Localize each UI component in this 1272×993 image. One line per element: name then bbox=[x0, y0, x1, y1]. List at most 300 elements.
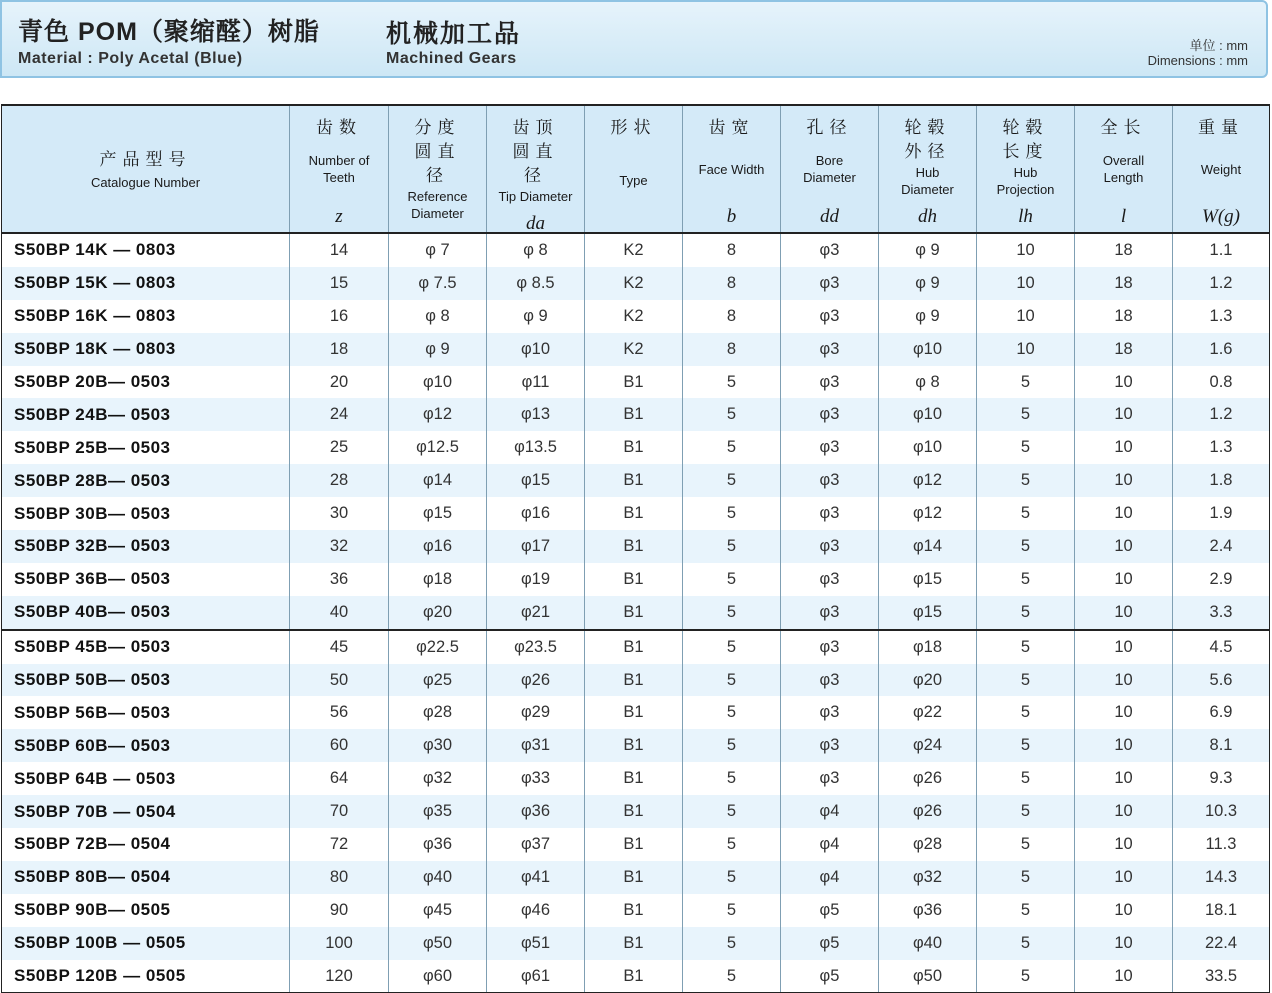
gear-spec-table bbox=[1, 104, 1270, 993]
table-cell: φ3 bbox=[781, 664, 879, 697]
table-cell: φ13.5 bbox=[487, 431, 585, 464]
table-row bbox=[2, 267, 1270, 300]
table-cell: 8 bbox=[683, 267, 781, 300]
table-cell: φ35 bbox=[389, 795, 487, 828]
table-cell: 5 bbox=[977, 729, 1075, 762]
table-cell: B1 bbox=[585, 497, 683, 530]
table-cell: 3.3 bbox=[1173, 596, 1270, 630]
table-cell: φ14 bbox=[389, 464, 487, 497]
table-cell: φ61 bbox=[487, 960, 585, 993]
table-cell: φ5 bbox=[781, 960, 879, 993]
catalogue-number-cell: S50BP 30B— 0503 bbox=[2, 497, 290, 530]
table-row bbox=[2, 233, 1270, 267]
table-cell: φ51 bbox=[487, 927, 585, 960]
table-cell: 18.1 bbox=[1173, 894, 1270, 927]
column-header-cn: 产品型号 bbox=[99, 149, 192, 169]
column-header-cn: 轮毂外径 bbox=[904, 118, 951, 161]
table-cell: φ4 bbox=[781, 795, 879, 828]
table-row bbox=[2, 795, 1270, 828]
table-cell: φ40 bbox=[389, 861, 487, 894]
catalogue-number-cell: S50BP 20B— 0503 bbox=[2, 366, 290, 399]
table-cell: φ5 bbox=[781, 927, 879, 960]
table-cell: 18 bbox=[1075, 267, 1173, 300]
catalogue-number-cell: S50BP 40B— 0503 bbox=[2, 596, 290, 630]
table-cell: 10 bbox=[1075, 630, 1173, 664]
table-cell: 5 bbox=[683, 366, 781, 399]
table-cell: 5 bbox=[977, 894, 1075, 927]
column-header bbox=[2, 105, 290, 233]
subtitle-en: Machined Gears bbox=[386, 50, 517, 67]
table-cell: φ5 bbox=[781, 894, 879, 927]
table-cell: B1 bbox=[585, 530, 683, 563]
column-header-symbol: z bbox=[335, 206, 343, 227]
table-cell: 1.2 bbox=[1173, 267, 1270, 300]
table-cell: 10 bbox=[1075, 431, 1173, 464]
table-cell: φ 9 bbox=[389, 333, 487, 366]
table-cell: 10 bbox=[1075, 464, 1173, 497]
table-cell: B1 bbox=[585, 762, 683, 795]
table-cell: 10 bbox=[1075, 861, 1173, 894]
table-cell: 28 bbox=[290, 464, 389, 497]
table-cell: 5 bbox=[683, 664, 781, 697]
table-cell: B1 bbox=[585, 563, 683, 596]
table-cell: 18 bbox=[1075, 233, 1173, 267]
column-header-en: Hub Projection bbox=[996, 165, 1055, 197]
table-cell: 8 bbox=[683, 333, 781, 366]
table-row bbox=[2, 664, 1270, 697]
table-cell: 10 bbox=[977, 233, 1075, 267]
table-cell: φ3 bbox=[781, 300, 879, 333]
column-header-en: Overall Length bbox=[1102, 153, 1145, 185]
unit-cn: 单位 : mm bbox=[1189, 38, 1248, 53]
table-cell: φ3 bbox=[781, 696, 879, 729]
table-cell: 18 bbox=[290, 333, 389, 366]
table-cell: 5 bbox=[683, 464, 781, 497]
column-header-cn: 齿顶圆直径 bbox=[512, 118, 559, 185]
table-cell: φ24 bbox=[879, 729, 977, 762]
table-cell: B1 bbox=[585, 828, 683, 861]
column-header-cn: 形状 bbox=[610, 118, 657, 137]
column-header bbox=[389, 105, 487, 233]
column-header bbox=[683, 105, 781, 233]
table-cell: 5 bbox=[977, 398, 1075, 431]
table-cell: φ41 bbox=[487, 861, 585, 894]
table-cell: 5 bbox=[683, 861, 781, 894]
catalogue-number-cell: S50BP 36B— 0503 bbox=[2, 563, 290, 596]
table-cell: φ 9 bbox=[879, 300, 977, 333]
table-cell: B1 bbox=[585, 894, 683, 927]
table-cell: 5 bbox=[683, 530, 781, 563]
catalogue-number-cell: S50BP 32B— 0503 bbox=[2, 530, 290, 563]
table-cell: 5 bbox=[977, 927, 1075, 960]
catalogue-number-cell: S50BP 18K — 0803 bbox=[2, 333, 290, 366]
header-banner bbox=[0, 0, 1268, 78]
table-cell: 100 bbox=[290, 927, 389, 960]
column-header-symbol: l bbox=[1120, 206, 1127, 227]
table-cell: 15 bbox=[290, 267, 389, 300]
table-row bbox=[2, 431, 1270, 464]
catalogue-number-cell: S50BP 70B — 0504 bbox=[2, 795, 290, 828]
table-cell: 5 bbox=[977, 596, 1075, 630]
table-cell: 45 bbox=[290, 630, 389, 664]
column-header bbox=[585, 105, 683, 233]
table-cell: 18 bbox=[1075, 300, 1173, 333]
table-cell: 5 bbox=[683, 696, 781, 729]
table-cell: φ3 bbox=[781, 563, 879, 596]
table-row bbox=[2, 861, 1270, 894]
table-cell: 10 bbox=[1075, 563, 1173, 596]
table-cell: 10 bbox=[1075, 762, 1173, 795]
table-cell: 5 bbox=[977, 696, 1075, 729]
table-cell: 90 bbox=[290, 894, 389, 927]
table-cell: 5 bbox=[977, 563, 1075, 596]
column-header-symbol: W(g) bbox=[1202, 206, 1240, 227]
column-header-cn: 齿数 bbox=[316, 118, 362, 137]
table-cell: φ32 bbox=[389, 762, 487, 795]
table-cell: 25 bbox=[290, 431, 389, 464]
table-cell: 10 bbox=[1075, 729, 1173, 762]
table-cell: φ31 bbox=[487, 729, 585, 762]
table-cell: φ3 bbox=[781, 530, 879, 563]
table-cell: 5 bbox=[683, 894, 781, 927]
table-cell: 10 bbox=[1075, 894, 1173, 927]
table-cell: φ3 bbox=[781, 464, 879, 497]
table-row bbox=[2, 762, 1270, 795]
table-cell: φ12 bbox=[879, 497, 977, 530]
table-cell: φ3 bbox=[781, 630, 879, 664]
table-cell: φ3 bbox=[781, 267, 879, 300]
table-cell: 5 bbox=[977, 664, 1075, 697]
table-cell: 5 bbox=[683, 729, 781, 762]
table-cell: 5 bbox=[683, 927, 781, 960]
column-header-symbol: b bbox=[726, 206, 737, 227]
column-header-en: Weight bbox=[1200, 161, 1242, 177]
catalogue-number-cell: S50BP 80B— 0504 bbox=[2, 861, 290, 894]
catalogue-number-cell: S50BP 45B— 0503 bbox=[2, 630, 290, 664]
table-cell: 5 bbox=[683, 828, 781, 861]
table-cell: 20 bbox=[290, 366, 389, 399]
table-cell: 10 bbox=[1075, 530, 1173, 563]
table-cell: 22.4 bbox=[1173, 927, 1270, 960]
table-cell: 40 bbox=[290, 596, 389, 630]
table-cell: 5 bbox=[977, 366, 1075, 399]
table-cell: 10 bbox=[1075, 927, 1173, 960]
table-cell: 10 bbox=[1075, 696, 1173, 729]
catalogue-number-cell: S50BP 120B — 0505 bbox=[2, 960, 290, 993]
column-header-en: Number of Teeth bbox=[308, 153, 370, 185]
column-header-cn: 分度圆直径 bbox=[414, 118, 461, 185]
table-cell: φ30 bbox=[389, 729, 487, 762]
table-cell: 120 bbox=[290, 960, 389, 993]
column-header bbox=[487, 105, 585, 233]
table-row bbox=[2, 563, 1270, 596]
table-cell: 32 bbox=[290, 530, 389, 563]
table-cell: 4.5 bbox=[1173, 630, 1270, 664]
table-cell: φ 7 bbox=[389, 233, 487, 267]
column-header-cn: 齿宽 bbox=[708, 118, 755, 137]
table-cell: φ26 bbox=[879, 795, 977, 828]
table-cell: φ22.5 bbox=[389, 630, 487, 664]
column-header-symbol: lh bbox=[1018, 206, 1033, 227]
catalogue-number-cell: S50BP 16K — 0803 bbox=[2, 300, 290, 333]
table-cell: φ36 bbox=[389, 828, 487, 861]
table-cell: 10 bbox=[1075, 828, 1173, 861]
table-cell: 10.3 bbox=[1173, 795, 1270, 828]
table-row bbox=[2, 464, 1270, 497]
catalogue-number-cell: S50BP 64B — 0503 bbox=[2, 762, 290, 795]
table-cell: φ3 bbox=[781, 233, 879, 267]
column-header-cn: 轮毂长度 bbox=[1002, 118, 1049, 161]
subtitle-cn: 机械加工品 bbox=[386, 20, 522, 48]
table-row bbox=[2, 960, 1270, 993]
table-cell: φ11 bbox=[487, 366, 585, 399]
table-cell: B1 bbox=[585, 960, 683, 993]
catalogue-number-cell: S50BP 72B— 0504 bbox=[2, 828, 290, 861]
table-cell: φ23.5 bbox=[487, 630, 585, 664]
table-cell: φ15 bbox=[389, 497, 487, 530]
table-row bbox=[2, 300, 1270, 333]
table-cell: 80 bbox=[290, 861, 389, 894]
table-cell: 5 bbox=[977, 431, 1075, 464]
table-row bbox=[2, 398, 1270, 431]
unit-en: Dimensions : mm bbox=[1147, 53, 1248, 68]
column-header-cn: 全长 bbox=[1100, 118, 1147, 137]
column-header bbox=[977, 105, 1075, 233]
table-cell: 50 bbox=[290, 664, 389, 697]
table-cell: 10 bbox=[1075, 398, 1173, 431]
table-cell: φ36 bbox=[487, 795, 585, 828]
title-en: Material : Poly Acetal (Blue) bbox=[18, 50, 243, 67]
table-cell: 10 bbox=[1075, 596, 1173, 630]
table-cell: 60 bbox=[290, 729, 389, 762]
table-cell: B1 bbox=[585, 861, 683, 894]
table-cell: 16 bbox=[290, 300, 389, 333]
table-cell: 5 bbox=[683, 795, 781, 828]
table-cell: 0.8 bbox=[1173, 366, 1270, 399]
table-cell: 5 bbox=[977, 762, 1075, 795]
table-cell: φ20 bbox=[389, 596, 487, 630]
table-cell: 6.9 bbox=[1173, 696, 1270, 729]
table-cell: 9.3 bbox=[1173, 762, 1270, 795]
table-cell: φ50 bbox=[389, 927, 487, 960]
catalogue-number-cell: S50BP 24B— 0503 bbox=[2, 398, 290, 431]
table-cell: φ 8.5 bbox=[487, 267, 585, 300]
table-cell: 5 bbox=[977, 530, 1075, 563]
table-cell: 10 bbox=[1075, 795, 1173, 828]
catalogue-number-cell: S50BP 56B— 0503 bbox=[2, 696, 290, 729]
column-header-en: Bore Diameter bbox=[803, 153, 856, 185]
table-cell: φ 8 bbox=[879, 366, 977, 399]
table-cell: B1 bbox=[585, 398, 683, 431]
table-cell: φ12 bbox=[879, 464, 977, 497]
table-cell: 5 bbox=[977, 960, 1075, 993]
table-cell: 10 bbox=[1075, 960, 1173, 993]
column-header-en: Tip Diameter bbox=[498, 189, 573, 204]
table-cell: 36 bbox=[290, 563, 389, 596]
table-cell: φ3 bbox=[781, 729, 879, 762]
catalogue-number-cell: S50BP 100B — 0505 bbox=[2, 927, 290, 960]
table-cell: 5 bbox=[683, 762, 781, 795]
table-cell: 10 bbox=[977, 300, 1075, 333]
table-cell: 8.1 bbox=[1173, 729, 1270, 762]
table-cell: φ 9 bbox=[879, 233, 977, 267]
table-cell: 5 bbox=[977, 861, 1075, 894]
table-cell: 2.4 bbox=[1173, 530, 1270, 563]
table-cell: 64 bbox=[290, 762, 389, 795]
column-header bbox=[290, 105, 389, 233]
table-cell: B1 bbox=[585, 630, 683, 664]
table-cell: 1.9 bbox=[1173, 497, 1270, 530]
catalogue-number-cell: S50BP 50B— 0503 bbox=[2, 664, 290, 697]
table-cell: φ3 bbox=[781, 333, 879, 366]
table-cell: φ3 bbox=[781, 497, 879, 530]
column-header bbox=[781, 105, 879, 233]
table-cell: 1.6 bbox=[1173, 333, 1270, 366]
table-cell: 1.3 bbox=[1173, 431, 1270, 464]
table-row bbox=[2, 927, 1270, 960]
title-cn: 青色 POM（聚缩醛）树脂 bbox=[18, 18, 320, 46]
table-cell: 5.6 bbox=[1173, 664, 1270, 697]
table-cell: 5 bbox=[683, 431, 781, 464]
column-header-en: Type bbox=[619, 172, 648, 188]
table-cell: K2 bbox=[585, 333, 683, 366]
catalogue-number-cell: S50BP 14K — 0803 bbox=[2, 233, 290, 267]
table-cell: φ16 bbox=[487, 497, 585, 530]
table-cell: 5 bbox=[977, 630, 1075, 664]
table-cell: 1.1 bbox=[1173, 233, 1270, 267]
table-cell: φ14 bbox=[879, 530, 977, 563]
catalogue-number-cell: S50BP 25B— 0503 bbox=[2, 431, 290, 464]
table-cell: φ60 bbox=[389, 960, 487, 993]
table-cell: 10 bbox=[977, 333, 1075, 366]
column-header-cn: 重量 bbox=[1198, 118, 1244, 137]
column-header-en: Reference Diameter bbox=[407, 189, 468, 221]
table-cell: φ32 bbox=[879, 861, 977, 894]
table-cell: 8 bbox=[683, 233, 781, 267]
table-cell: φ 7.5 bbox=[389, 267, 487, 300]
table-header-row bbox=[2, 105, 1270, 233]
table-cell: φ18 bbox=[389, 563, 487, 596]
table-cell: 72 bbox=[290, 828, 389, 861]
table-cell: φ45 bbox=[389, 894, 487, 927]
table-cell: 11.3 bbox=[1173, 828, 1270, 861]
table-cell: B1 bbox=[585, 596, 683, 630]
table-cell: K2 bbox=[585, 233, 683, 267]
table-cell: 1.3 bbox=[1173, 300, 1270, 333]
table-row bbox=[2, 630, 1270, 664]
table-cell: 24 bbox=[290, 398, 389, 431]
catalogue-number-cell: S50BP 15K — 0803 bbox=[2, 267, 290, 300]
table-cell: φ15 bbox=[487, 464, 585, 497]
catalogue-number-cell: S50BP 60B— 0503 bbox=[2, 729, 290, 762]
table-cell: 10 bbox=[977, 267, 1075, 300]
table-cell: 5 bbox=[683, 563, 781, 596]
table-cell: 10 bbox=[1075, 664, 1173, 697]
table-row bbox=[2, 333, 1270, 366]
table-cell: B1 bbox=[585, 464, 683, 497]
column-header-en: Catalogue Number bbox=[90, 174, 201, 190]
table-cell: 5 bbox=[977, 795, 1075, 828]
table-cell: φ10 bbox=[879, 398, 977, 431]
catalogue-number-cell: S50BP 90B— 0505 bbox=[2, 894, 290, 927]
table-cell: φ16 bbox=[389, 530, 487, 563]
table-row bbox=[2, 828, 1270, 861]
column-header-cn: 孔径 bbox=[806, 118, 853, 137]
table-cell: φ 8 bbox=[487, 233, 585, 267]
table-cell: φ3 bbox=[781, 398, 879, 431]
table-cell: φ40 bbox=[879, 927, 977, 960]
table-cell: 5 bbox=[683, 497, 781, 530]
table-cell: φ20 bbox=[879, 664, 977, 697]
table-body bbox=[2, 233, 1270, 993]
table-cell: φ15 bbox=[879, 563, 977, 596]
table-cell: φ28 bbox=[389, 696, 487, 729]
table-cell: φ10 bbox=[487, 333, 585, 366]
table-cell: φ33 bbox=[487, 762, 585, 795]
table-cell: 30 bbox=[290, 497, 389, 530]
column-header bbox=[1075, 105, 1173, 233]
table-cell: φ50 bbox=[879, 960, 977, 993]
table-cell: 2.9 bbox=[1173, 563, 1270, 596]
table-cell: 8 bbox=[683, 300, 781, 333]
column-header-symbol: dh bbox=[918, 206, 937, 227]
table-cell: 10 bbox=[1075, 497, 1173, 530]
table-cell: 10 bbox=[1075, 366, 1173, 399]
table-row bbox=[2, 596, 1270, 630]
table-cell: φ10 bbox=[389, 366, 487, 399]
table-row bbox=[2, 729, 1270, 762]
column-header-en: Hub Diameter bbox=[901, 165, 954, 197]
table-cell: B1 bbox=[585, 431, 683, 464]
table-cell: φ4 bbox=[781, 861, 879, 894]
table-cell: 56 bbox=[290, 696, 389, 729]
table-cell: 5 bbox=[977, 464, 1075, 497]
column-header-en: Face Width bbox=[698, 161, 765, 177]
table-cell: φ3 bbox=[781, 366, 879, 399]
table-cell: φ19 bbox=[487, 563, 585, 596]
column-header-symbol: da bbox=[526, 213, 545, 233]
table-cell: φ3 bbox=[781, 431, 879, 464]
table-cell: φ21 bbox=[487, 596, 585, 630]
table-row bbox=[2, 530, 1270, 563]
table-cell: φ3 bbox=[781, 596, 879, 630]
table-cell: 5 bbox=[683, 398, 781, 431]
table-cell: φ12.5 bbox=[389, 431, 487, 464]
catalogue-number-cell: S50BP 28B— 0503 bbox=[2, 464, 290, 497]
table-cell: φ28 bbox=[879, 828, 977, 861]
table-cell: 18 bbox=[1075, 333, 1173, 366]
table-cell: φ37 bbox=[487, 828, 585, 861]
table-cell: φ26 bbox=[487, 664, 585, 697]
table-cell: B1 bbox=[585, 795, 683, 828]
table-cell: φ 9 bbox=[879, 267, 977, 300]
table-cell: 70 bbox=[290, 795, 389, 828]
table-row bbox=[2, 696, 1270, 729]
table-cell: φ 8 bbox=[389, 300, 487, 333]
table-cell: B1 bbox=[585, 664, 683, 697]
table-cell: φ10 bbox=[879, 333, 977, 366]
table-cell: 1.2 bbox=[1173, 398, 1270, 431]
table-cell: φ22 bbox=[879, 696, 977, 729]
table-row bbox=[2, 497, 1270, 530]
table-cell: φ17 bbox=[487, 530, 585, 563]
table-cell: K2 bbox=[585, 300, 683, 333]
table-cell: 33.5 bbox=[1173, 960, 1270, 993]
table-cell: φ25 bbox=[389, 664, 487, 697]
table-cell: φ18 bbox=[879, 630, 977, 664]
table-cell: 5 bbox=[683, 596, 781, 630]
table-row bbox=[2, 894, 1270, 927]
